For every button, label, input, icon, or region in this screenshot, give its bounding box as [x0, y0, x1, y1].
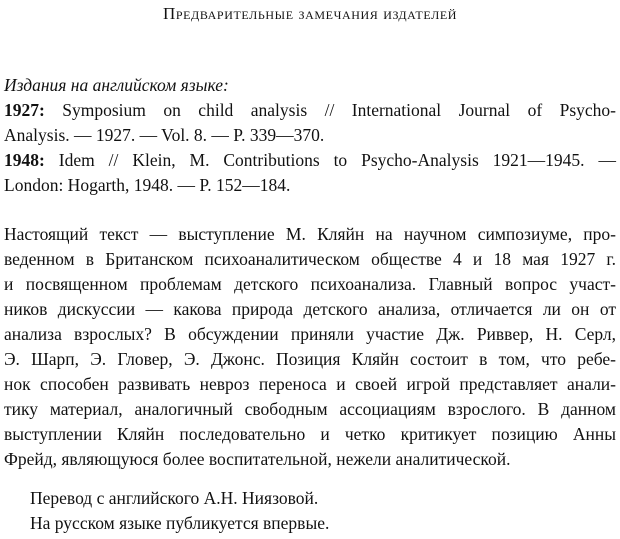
publication-1948-line-2: London: Hogarth, 1948. — P. 152—184.	[4, 175, 291, 195]
translation-note: Перевод с английского А.Н. Ниязовой.	[30, 488, 319, 508]
publication-1927-line-1	[4, 98, 616, 123]
paragraph-line: тику материал, аналогичный свободным ассоциациям взрослого. В данном	[4, 399, 616, 419]
publications-heading: Издания на английском языке:	[4, 75, 229, 95]
paragraph-line: Фрейд, являющуюся более воспитательной, нежели аналитической.	[4, 449, 511, 469]
paragraph-line: и посвященном проблемам детского психоанализа. Главный вопрос участ-	[4, 274, 616, 294]
publication-1948-year: 1948:	[4, 150, 45, 170]
publication-1948-line-1	[4, 148, 616, 173]
publication-1927-line-2: Analysis. — 1927. — Vol. 8. — P. 339—370.	[4, 125, 325, 145]
running-head: Предварительные замечания издателей	[162, 4, 458, 23]
paragraph-line: Э. Шарп, Э. Гловер, Э. Джонс. Позиция Кляйн состоит в том, что ребе-	[4, 349, 616, 369]
paragraph-line: выступлении Кляйн последовательно и четко критикует позицию Анны	[4, 424, 616, 444]
paragraph-line: ников дискуссии — какова природа детского анализа, отличается ли он от	[4, 299, 616, 319]
publications-section	[4, 73, 616, 198]
paragraph-line: анализа взрослых? В обсуждении приняли участие Дж. Риввер, Н. Серл,	[4, 324, 616, 344]
publication-1927-text-1: Symposium on child analysis // International Journal of Psycho-	[62, 100, 616, 120]
paragraph-line: Настоящий текст — выступление М. Кляйн на научном симпозиуме, про-	[4, 224, 616, 244]
first-publication-note: На русском языке публикуется впервые.	[30, 513, 330, 533]
paragraph-line: веденном в Британском психоаналитическом обществе 4 и 18 мая 1927 г.	[4, 249, 616, 269]
publication-1948-text-1: Idem // Klein, M. Contributions to Psycho-Analysis 1921—1945. —	[58, 150, 616, 170]
editorial-paragraph	[4, 222, 616, 472]
paragraph-line: нок способен развивать невроз переноса и своей игрой представляет анали-	[4, 374, 616, 394]
notes-section	[30, 486, 616, 536]
publication-1927-year: 1927:	[4, 100, 45, 120]
